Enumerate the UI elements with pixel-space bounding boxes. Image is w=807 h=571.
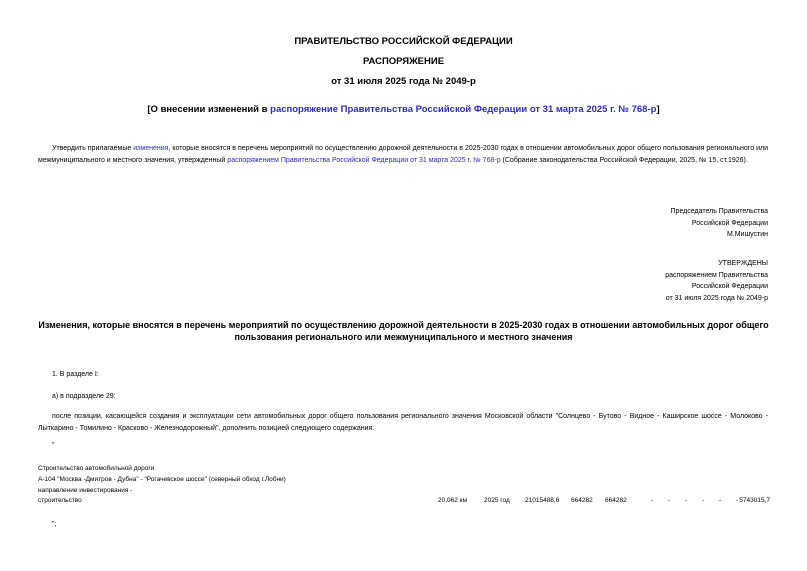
row-dash-1: - [651,497,654,504]
row-dash-4: - [702,497,705,504]
row-total: 5743015,7 [739,497,770,504]
row-direction-value: строительство [38,497,82,504]
signature-line1: Председатель Правительства [670,208,768,215]
main-paragraph [38,143,768,166]
row-direction: направление инвестирования - [38,487,133,494]
row-year: 2025 год [484,497,510,504]
subject-suffix: ] [656,104,660,115]
row-value-1: 21015488,6 [525,497,560,504]
p1-text-a: Утвердить прилагаемые [52,145,134,152]
approved-line1: УТВЕРЖДЕНЫ [718,260,768,267]
row-value-2: 664282 [571,497,593,504]
after-paragraph: после позиции, касающейся создания и эксплуатации сети автомобильных дорог общего пользования регионального значения Московской области "Солнцево - Бутово - Видное - Каширское шоссе - Молоково - Лыткарино - Томилино - Красково - Железнодорожный", дополнить позицией следующего содержания: [38,413,768,432]
document-type: РАСПОРЯЖЕНИЕ [362,56,445,67]
item-a: а) в подразделе 29: [52,393,116,400]
changes-link[interactable]: изменения [133,145,169,152]
p1-text-c: (Собрание законодательства Российской Федерации, 2025, № 15, ст.1926). [500,156,748,164]
order-link[interactable]: распоряжением Правительства Российской Федерации от 31 марта 2025 г. № 768-р [227,156,501,164]
signature-block [468,206,768,241]
approved-line3: Российской Федерации [691,283,768,290]
row-dash-2: - [668,497,671,504]
quote-open: " [52,442,55,449]
subject-link[interactable]: распоряжение Правительства Российской Федерации от 31 марта 2025 г. № 768-р [270,104,657,115]
row-name-line1: Строительство автомобильной дороги [38,465,155,472]
p1-text-b: , которые вносятся в перечень мероприятий по осуществлению дорожной деятельности в 2025-2030 годах в отношении автомобильных дорог общего пользования регионального или межмуниципального и местного значения, утвержденный [38,145,768,164]
row-dash-5: - [719,497,722,504]
subject-prefix: [О внесении изменений в [147,104,271,115]
signature-line3: М.Мишустин [726,231,768,238]
row-dash-6: - [736,497,739,504]
row-length: 20,062 км [438,497,467,504]
document-subject [0,104,807,115]
item-1: 1. В разделе I: [52,371,99,378]
approved-line2: распоряжением Правительства [665,271,768,279]
changes-title: Изменения, которые вносятся в перечень мероприятий по осуществлению дорожной деятельности в 2025-2030 годах в отношении автомобильных дорог общего пользования регионального или межмуниципального и местного значения [38,320,769,342]
document-date-number: от 31 июля 2025 года № 2049-р [331,76,476,87]
quote-close: "; [52,521,57,528]
row-name-line2: А-104 "Москва -Дмитров - Дубна" - "Рогачевское шоссе" (северный обход г.Лобни) [38,476,286,483]
row-dash-3: - [685,497,688,504]
government-heading: ПРАВИТЕЛЬСТВО РОССИЙСКОЙ ФЕДЕРАЦИИ [294,36,513,47]
approved-line4: от 31 июля 2025 года № 2049-р [665,294,768,302]
approved-block [468,258,768,304]
signature-line2: Российской Федерации [691,219,768,227]
row-value-3: 664282 [605,497,627,504]
